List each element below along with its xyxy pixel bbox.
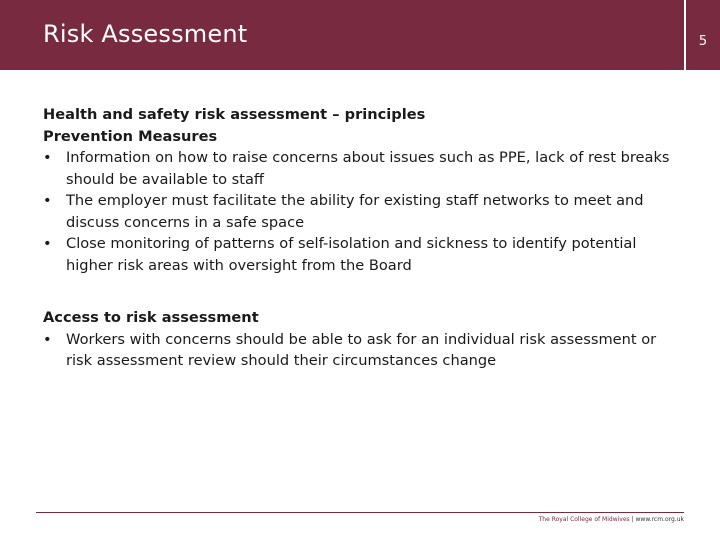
title-bar [0, 0, 684, 70]
list-item-text: Workers with concerns should be able to ask for an individual risk assessment or risk assessment review should their circumstances change [66, 330, 657, 369]
footer [539, 516, 684, 523]
list-item [43, 233, 683, 276]
bullet-icon: • [43, 149, 52, 166]
footer-separator: | [629, 516, 636, 523]
slide-body [43, 104, 683, 372]
section-subheading-prevention: Prevention Measures [43, 127, 218, 145]
page-number: 5 [698, 34, 708, 49]
bullet-icon: • [43, 192, 52, 209]
list-item [43, 329, 683, 372]
list-item [43, 190, 683, 233]
list-item [43, 147, 683, 190]
bullet-icon: • [43, 235, 52, 252]
slide-title: Risk Assessment [43, 20, 248, 48]
list-item-text: Close monitoring of patterns of self-isolation and sickness to identify potential higher risk areas with oversight from the Board [66, 235, 637, 274]
page-number-box [686, 0, 720, 70]
section-heading-access: Access to risk assessment [43, 309, 259, 326]
footer-divider [36, 512, 684, 513]
access-bullet-list [43, 329, 683, 372]
list-item-text: The employer must facilitate the ability for existing staff networks to meet and discuss concerns in a safe space [66, 192, 644, 231]
section-heading-principles: Health and safety risk assessment – principles [43, 106, 426, 123]
list-item-text: Information on how to raise concerns about issues such as PPE, lack of rest breaks should be available to staff [66, 149, 670, 188]
footer-website-link[interactable]: www.rcm.org.uk [635, 516, 684, 523]
bullet-icon: • [43, 330, 52, 348]
prevention-bullet-list [43, 147, 683, 276]
footer-organisation: The Royal College of Midwives [538, 516, 630, 523]
